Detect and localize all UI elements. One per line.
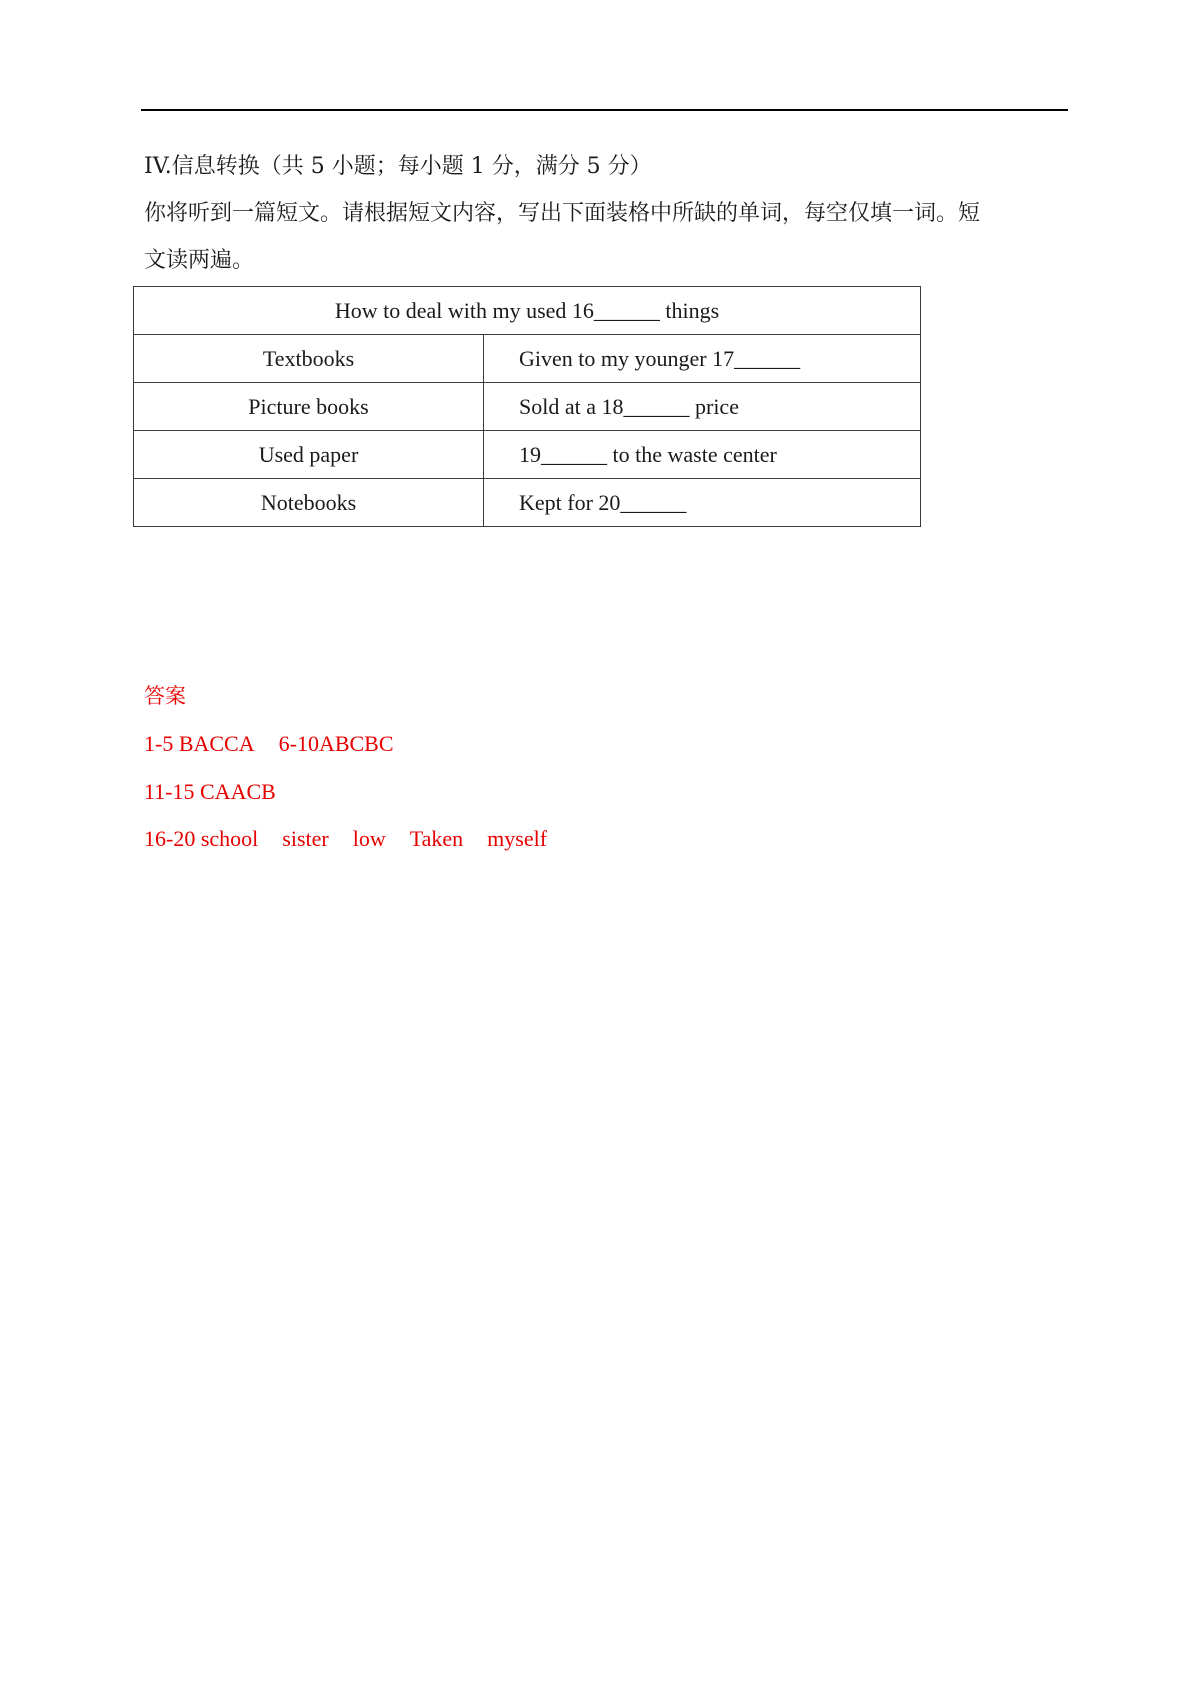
- section-heading: IV.信息转换（共 5 小题；每小题 1 分，满分 5 分）: [144, 154, 652, 179]
- table-row: [134, 479, 921, 527]
- table-row: [134, 383, 921, 431]
- table-cell-item: Picture books: [134, 383, 484, 431]
- answers-6-10: 6-10ABCBC: [278, 731, 394, 756]
- table-title: How to deal with my used 16______ things: [134, 287, 921, 335]
- table-cell-desc: Given to my younger 17______: [484, 335, 921, 383]
- info-table: [133, 286, 921, 527]
- answer-word: low: [352, 826, 386, 851]
- table-row: [134, 431, 921, 479]
- answers-line-1: [144, 729, 394, 759]
- instruction-line-2: 文读两遍。: [144, 248, 255, 273]
- instruction-line-1: 你将听到一篇短文。请根据短文内容，写出下面装格中所缺的单词，每空仅填一词。短: [144, 201, 981, 226]
- answers-line-3: [144, 824, 547, 854]
- header-rule: [141, 109, 1068, 111]
- answers-line-2: 11-15 CAACB: [144, 779, 276, 804]
- table-cell-item: Textbooks: [134, 335, 484, 383]
- table-cell-item: Notebooks: [134, 479, 484, 527]
- answers-title: 答案: [144, 684, 186, 708]
- table-cell-desc: Kept for 20______: [484, 479, 921, 527]
- answer-word: Taken: [409, 826, 464, 851]
- answer-word: sister: [282, 826, 329, 851]
- answers-1-5: 1-5 BACCA: [144, 731, 255, 756]
- answers-16-20-prefix: 16-20 school: [144, 826, 259, 851]
- table-cell-item: Used paper: [134, 431, 484, 479]
- table-row: [134, 335, 921, 383]
- table-cell-desc: Sold at a 18______ price: [484, 383, 921, 431]
- table-title-row: [134, 287, 921, 335]
- answer-word: myself: [487, 826, 548, 851]
- table-cell-desc: 19______ to the waste center: [484, 431, 921, 479]
